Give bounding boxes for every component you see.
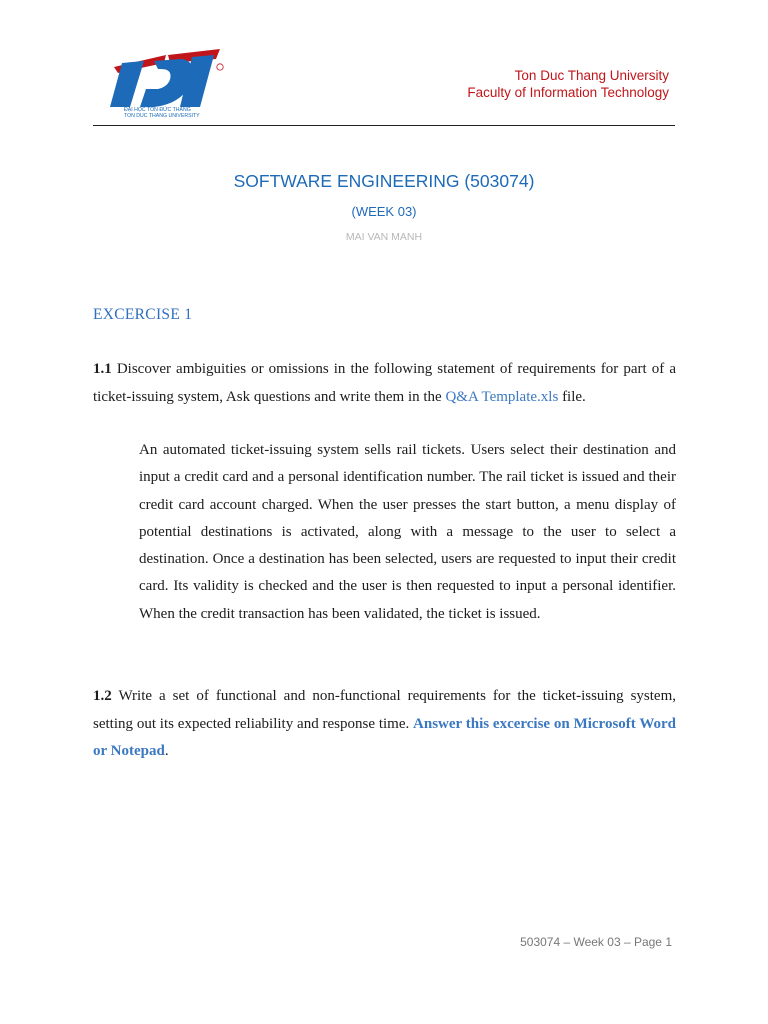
page-footer: 503074 – Week 03 – Page 1 (520, 935, 672, 949)
logo-caption-vn: ĐẠI HỌC TÔN ĐỨC THẮNG (124, 107, 191, 113)
logo-mark-icon (110, 49, 223, 107)
question-text: Discover ambiguities or omissions in the following statement of requirements for part of a ticket-issuing system, Ask questions and write them in the (93, 361, 676, 405)
qa-template-link[interactable]: Q&A Template.xls (445, 388, 559, 405)
university-info (467, 67, 669, 101)
header-divider (93, 125, 675, 126)
university-name: Ton Duc Thang University (514, 68, 669, 83)
question-1-1 (93, 356, 676, 411)
requirements-statement: An automated ticket-issuing system sells rail tickets. Users select their destination and input a credit card and a personal identification number. The rail ticket is issued and their credit card account charged. When the user presses the start button, a menu display of potential destinations is activated, along with a message to the user to select a destination. Once a destination has been selected, users are requested to input their credit card. Its validity is checked and the user is then requested to input a personal identifier. When the credit transaction has been validated, the ticket is issued. (139, 442, 676, 622)
question-text: Write a set of functional and non-functional requirements for the ticket-issuing system, setting out its expected reliability and response time. (93, 688, 676, 732)
exercise-heading: EXCERCISE 1 (93, 306, 193, 323)
question-1-2 (93, 683, 676, 766)
faculty-name: Faculty of Information Technology (467, 85, 669, 100)
question-text-end: file. (558, 388, 586, 405)
logo-caption-en: TON DUC THANG UNIVERSITY (124, 113, 200, 119)
question-number: 1.1 (93, 361, 112, 377)
document-week: (WEEK 03) (351, 204, 417, 219)
answer-instruction: Answer this excercise on Microsoft Word or Notepad (93, 715, 676, 759)
university-logo (96, 45, 228, 121)
document-title: SOFTWARE ENGINEERING (503074) (233, 171, 535, 191)
question-number: 1.2 (93, 688, 112, 704)
question-text-end: . (164, 743, 169, 759)
document-author: MAI VAN MANH (345, 231, 423, 243)
